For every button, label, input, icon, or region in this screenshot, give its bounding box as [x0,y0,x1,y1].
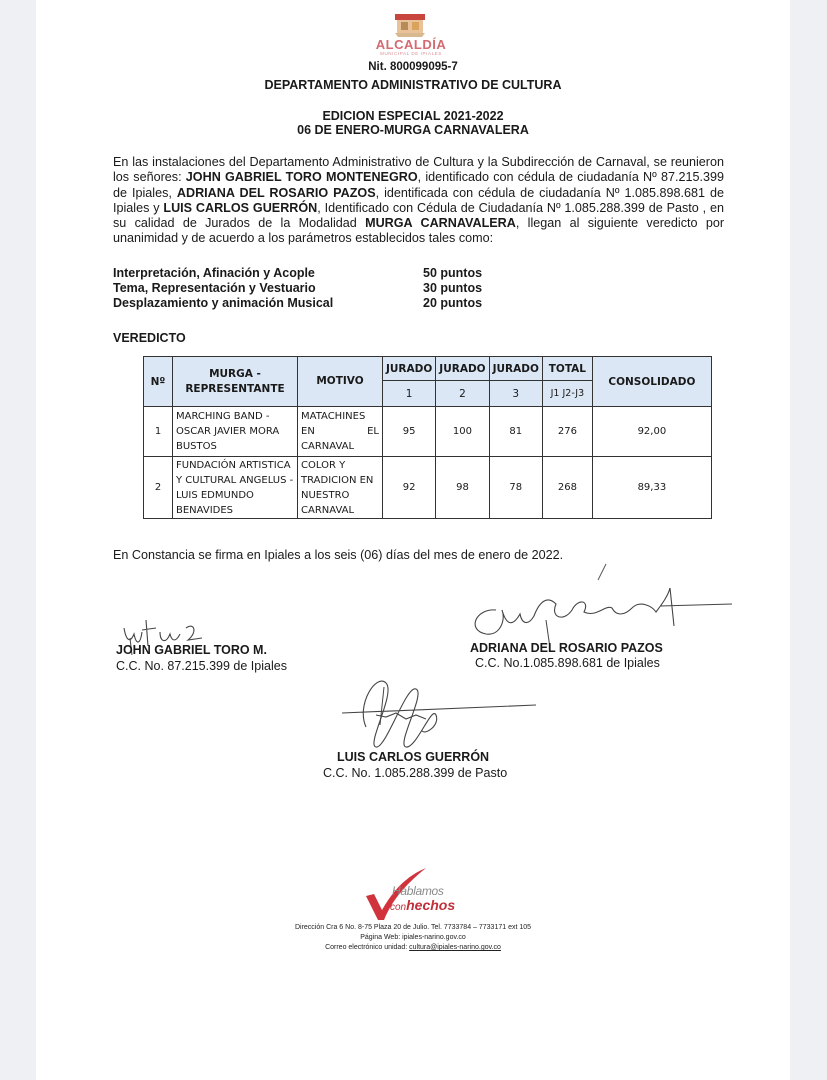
signature-2-icon [456,560,746,650]
edition-title: EDICION ESPECIAL 2021-2022 [322,109,504,123]
criteria-item [113,281,523,296]
cell-num: 1 [144,407,173,457]
signatory-id: C.C. No. 1.085.288.399 de Pasto [323,766,508,780]
cell-num: 2 [144,457,173,519]
table-row [144,407,712,457]
criteria-item [113,296,523,311]
header-jurado-2: JURADO [436,357,489,381]
criteria-points: 30 puntos [423,281,483,295]
header-j3: 3 [489,381,542,407]
header-num: Nº [144,357,173,407]
header-murga: MURGA - REPRESENTANTE [173,357,298,407]
cell-motivo: MATACHINES EN EL CARNAVAL [298,407,383,457]
table-row [144,457,712,519]
footer-email-line [36,943,790,953]
footer-email-label: Correo electrónico unidad: [325,944,410,951]
header-jurado-1: JURADO [383,357,436,381]
signatory-name: LUIS CARLOS GUERRÓN [337,750,490,764]
cell-total: 276 [542,407,592,457]
criteria-points: 20 puntos [423,296,483,310]
criteria-list [113,266,523,311]
criteria-points: 50 puntos [423,266,483,280]
department-title: DEPARTAMENTO ADMINISTRATIVO DE CULTURA [264,78,562,92]
header-consolidado: CONSOLIDADO [592,357,711,407]
juror-name: JOHN GABRIEL TORO MONTENEGRO [185,170,418,185]
cell-j1: 92 [383,457,436,519]
cell-j2: 100 [436,407,489,457]
cell-j2: 98 [436,457,489,519]
criteria-label: Desplazamiento y animación Musical [113,296,334,310]
slogan-con: con [390,902,407,913]
event-title: 06 DE ENERO-MURGA CARNAVALERA [297,123,529,137]
crest-logo-icon [392,12,428,38]
slogan-bottom [390,897,455,913]
cell-murga: MARCHING BAND - OSCAR JAVIER MORA BUSTOS [173,407,298,457]
intro-text: En las instalaciones del Departamento Administrativo de Cultura y la Subdirección de Carnaval, se reunieron los señores: [113,155,724,185]
intro-text: , llegan al siguiente veredicto por unanimidad y de acuerdo a los parámetros establecidos tales como: [113,216,725,246]
signatory-id: C.C. No. 87.215.399 de Ipiales [116,659,287,673]
cell-j3: 81 [489,407,542,457]
signature-3-icon [336,675,536,755]
verdict-heading: VEREDICTO [113,331,186,345]
header-jurado-3: JURADO [489,357,542,381]
cell-j3: 78 [489,457,542,519]
cell-total: 268 [542,457,592,519]
footer-web: Página Web: ipiales-narino.gov.co [360,934,466,941]
header-total-sub: J1 J2-J3 [542,381,592,407]
org-subtitle: MUNICIPAL DE IPIALES [380,51,442,56]
slogan-hechos: hechos [406,897,456,913]
table-header-row [144,357,712,381]
cell-motivo: COLOR Y TRADICION EN NUESTRO CARNAVAL [298,457,383,519]
slogan-top: Hablamos [392,884,444,898]
header-j2: 2 [436,381,489,407]
signatory-name: JOHN GABRIEL TORO M. [116,643,267,657]
header-motivo: MOTIVO [298,357,383,407]
cell-consolidado: 92,00 [592,407,711,457]
modality-name: MURGA CARNAVALERA [365,216,516,231]
header-j1: 1 [383,381,436,407]
org-name: ALCALDÍA [375,37,447,52]
cell-murga: FUNDACIÓN ARTISTICA Y CULTURAL ANGELUS - LUIS EDMUNDO BENAVIDES [173,457,298,519]
cell-consolidado: 89,33 [592,457,711,519]
nit-number: Nit. 800099095-7 [368,61,458,73]
criteria-label: Tema, Representación y Vestuario [113,281,316,295]
criteria-item [113,266,523,281]
closing-statement: En Constancia se firma en Ipiales a los seis (06) días del mes de enero de 2022. [113,548,564,562]
cell-j1: 95 [383,407,436,457]
juror-name: ADRIANA DEL ROSARIO PAZOS [176,185,376,200]
footer-address: Dirección Cra 6 No. 8-75 Plaza 20 de Julio. Tel. 7733784 – 7733171 ext 105 [294,924,532,931]
intro-paragraph [113,155,724,247]
footer-email-link[interactable]: cultura@ipiales-narino.gov.co [409,944,501,951]
juror-name: LUIS CARLOS GUERRÓN [163,200,318,215]
criteria-label: Interpretación, Afinación y Acople [113,266,315,280]
signatory-id: C.C. No.1.085.898.681 de Ipiales [475,656,660,670]
header-total: TOTAL [542,357,592,381]
intro-text: , identificado con cédula de ciudadanía Nº 87.215.399 de Ipiales, [113,170,724,200]
signatory-name: ADRIANA DEL ROSARIO PAZOS [470,641,663,655]
intro-text: , identificada con cédula de ciudadanía Nº 1.085.898.681 de Ipiales y [113,185,724,215]
intro-text: , Identificado con Cédula de Ciudadanía Nº 1.085.288.399 de Pasto , en su calidad de Jurados de la Modalidad [113,200,724,231]
document-page [36,0,790,1080]
verdict-table [143,356,712,519]
